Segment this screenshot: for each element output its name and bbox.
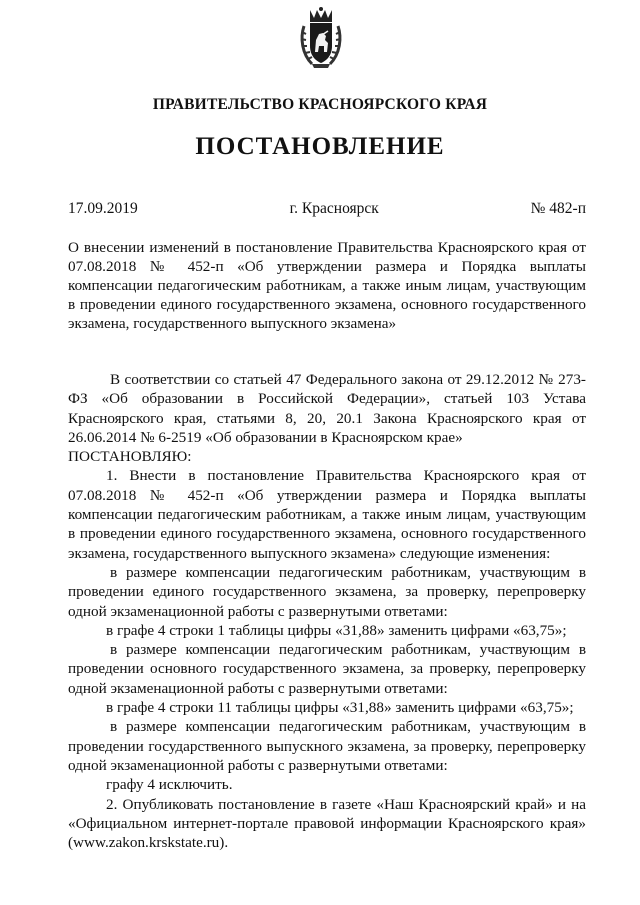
item-1a-change: в графе 4 строки 1 таблицы цифры «31,88» заменить цифрами «63,75»; (106, 621, 567, 639)
item-1c-change: графу 4 исключить. (106, 776, 233, 794)
document-date: 17.09.2019 (68, 200, 138, 217)
document-place: г. Красноярск (289, 200, 379, 217)
preamble-paragraph: В соответствии со статьей 47 Федерального закона от 29.12.2012 № 273-ФЗ «Об образовании в Российской Федерации», статьей 103 Устава Красноярского края, статьями 8, 20, 20.1 Закона Красноярского края от 26.06.2014 № 6-2519 «Об образовании в Красноярском крае» (68, 371, 586, 446)
item-1b-paragraph: в размере компенсации педагогическим работникам, участвующим в проведении основного государственного экзамена, за проверку, перепроверку одной экзаменационной работы с развернутыми ответами: (68, 641, 586, 697)
item-2-paragraph: 2. Опубликовать постановление в газете «Наш Красноярский край» и на «Официальном интернет-портале правовой информации Красноярского края» (www.zakon.krskstate.ru). (68, 795, 586, 852)
coat-of-arms-icon (298, 6, 344, 70)
document-type-heading: ПОСТАНОВЛЕНИЕ (195, 133, 445, 160)
resolve-word: ПОСТАНОВЛЯЮ: (68, 448, 192, 466)
government-title: ПРАВИТЕЛЬСТВО КРАСНОЯРСКОГО КРАЯ (152, 96, 488, 113)
document-meta-row (68, 200, 586, 218)
item-1c-paragraph: в размере компенсации педагогическим работникам, участвующим в проведении государственного выпускного экзамена, за проверку, перепроверку одной экзаменационной работы с развернутыми ответами: (68, 718, 586, 774)
item-1b-change: в графе 4 строки 11 таблицы цифры «31,88» заменить цифрами «63,75»; (106, 699, 574, 717)
document-number: № 482-п (530, 200, 586, 217)
document-body (68, 370, 586, 852)
item-1-paragraph: 1. Внести в постановление Правительства Красноярского края от 07.08.2018 № 452-п «Об утверждении размера и Порядка выплаты компенсации педагогическим работникам, а также иным лицам, участвующим в проведении единого государственного экзамена, основного государственного экзамена, государственного выпускного экзамена» следующие изменения: (68, 467, 586, 562)
item-1a-paragraph: в размере компенсации педагогическим работникам, участвующим в проведении единого государственного экзамена, за проверку, перепроверку одной экзаменационной работы с развернутыми ответами: (68, 563, 586, 620)
document-subject: О внесении изменений в постановление Правительства Красноярского края от 07.08.2018 № 452-п «Об утверждении размера и Порядка выплаты компенсации педагогическим работникам, а также иным лицам, участвующим в проведении единого государственного экзамена, основного государственного экзамена, государственного выпускного экзамена» (68, 239, 586, 332)
